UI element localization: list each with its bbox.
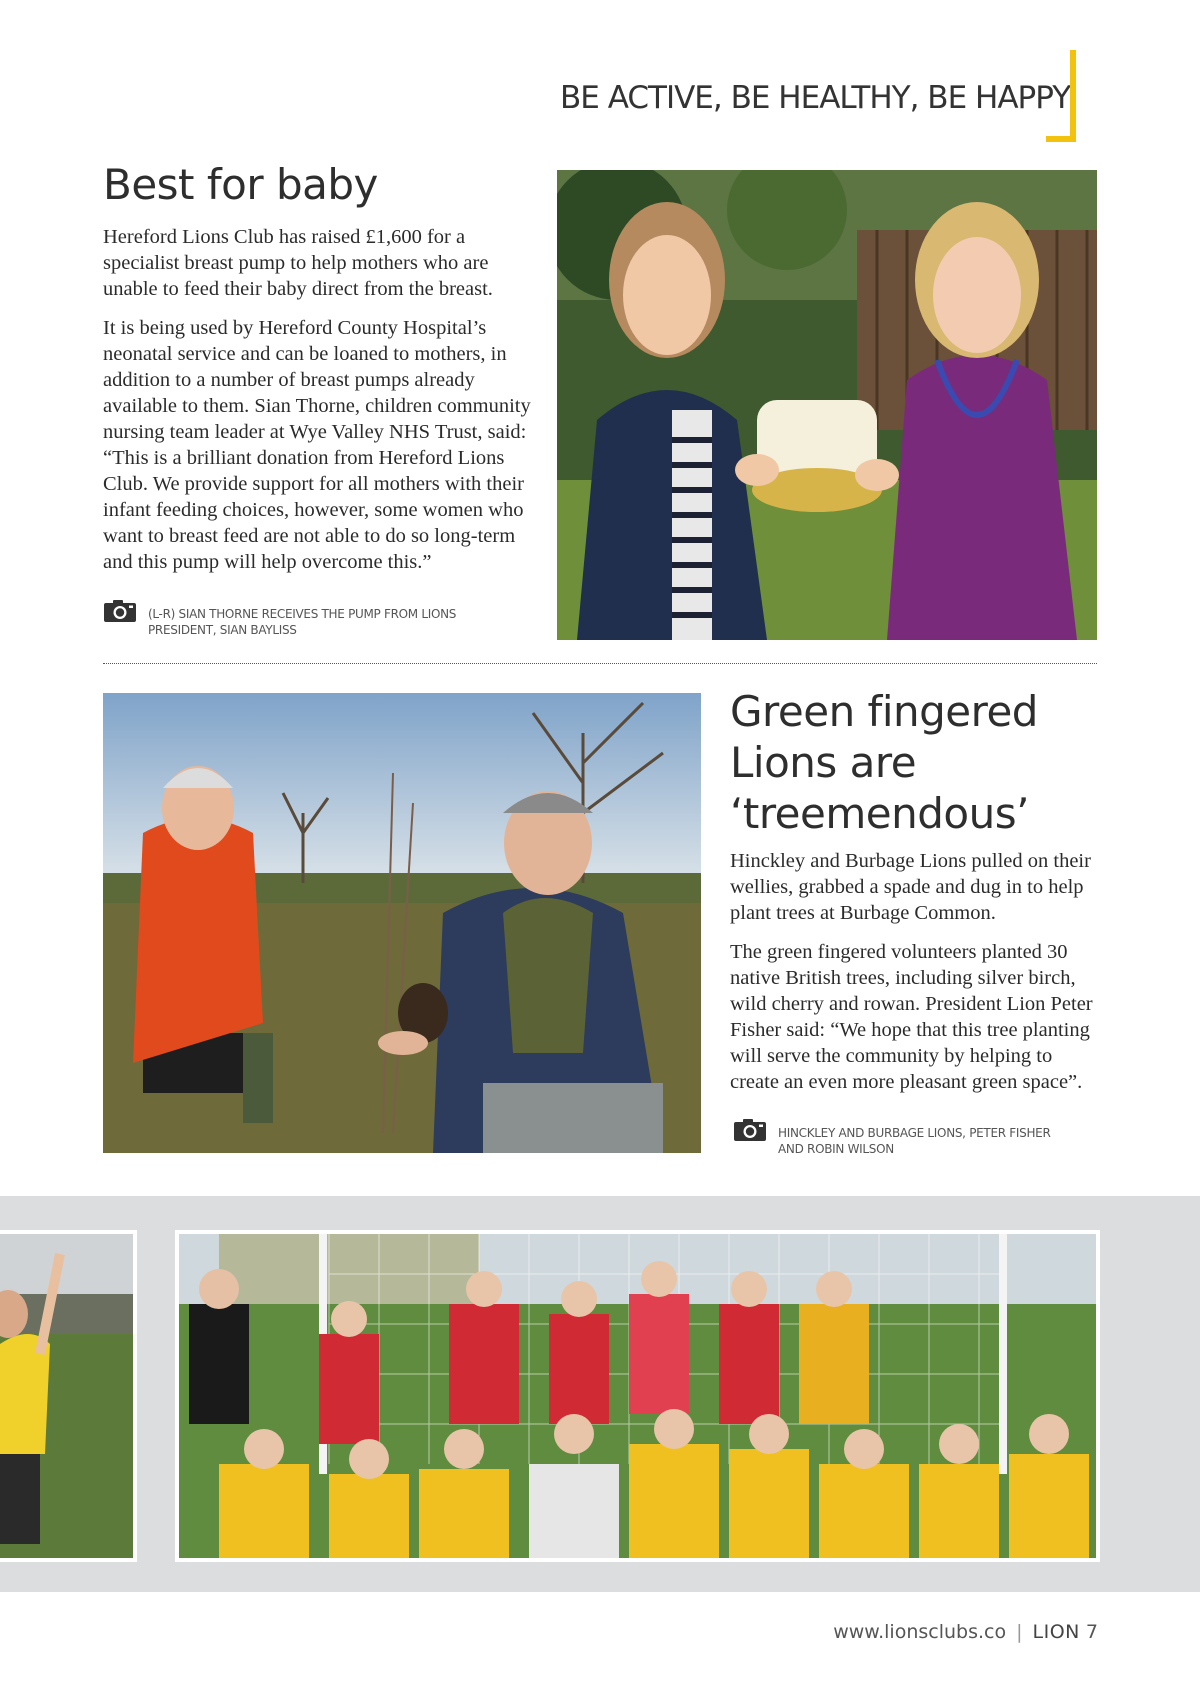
footer-publication: LION — [1032, 1621, 1080, 1643]
article-body-best-for-baby — [103, 224, 543, 575]
article-title-green-fingered — [730, 686, 1130, 839]
title-line: ‘treemendous’ — [730, 789, 1029, 838]
title-line: Green fingered — [730, 687, 1038, 736]
paragraph: The green fingered volunteers planted 30 native British trees, including silver birch, wild cherry and rowan. President Lion Peter Fisher said: “We hope that this tree planting will serve the community by helping to create an even more pleasant green space”. — [730, 941, 1093, 1093]
header-bracket-decoration — [1046, 50, 1076, 142]
paragraph: Hereford Lions Club has raised £1,600 for a specialist breast pump to help mothers who are unable to feed their baby direct from the breast. — [103, 226, 493, 300]
article-title-best-for-baby: Best for baby — [103, 160, 378, 209]
photo-tree-planting — [103, 693, 701, 1153]
paragraph: It is being used by Hereford County Hospital’s neonatal service and can be loaned to mothers, in addition to a number of breast pumps already available to them. Sian Thorne, children community nursing team leader at Wye Valley NHS Trust, said: “This is a brilliant donation from Hereford Lions Club. We provide support for all mothers with their infant feeding choices, however, some women who want to breast feed are not able to do so long-term and this pump will help overcome this.” — [103, 317, 531, 573]
camera-icon — [733, 1118, 767, 1142]
photo-caption: HINCKLEY AND BURBAGE LIONS, PETER FISHER AND ROBIN WILSON — [778, 1126, 1051, 1156]
section-title: BE ACTIVE, BE HEALTHY, BE HAPPY — [560, 80, 1071, 116]
photo-caption: (L-R) SIAN THORNE RECEIVES THE PUMP FROM LIONS PRESIDENT, SIAN BAYLISS — [148, 607, 457, 637]
footer-url: www.lionsclubs.co — [833, 1621, 1007, 1643]
photo-breast-pump-handover — [557, 170, 1097, 640]
section-divider — [103, 663, 1097, 664]
article-body-green-fingered — [730, 848, 1100, 1095]
photo-football-team — [175, 1230, 1100, 1562]
page-footer — [833, 1621, 1098, 1643]
paragraph: Hinckley and Burbage Lions pulled on their wellies, grabbed a spade and dug in to help plant trees at Burbage Common. — [730, 850, 1091, 924]
page-number: 7 — [1085, 1621, 1098, 1643]
photo-man-waving — [0, 1230, 137, 1562]
camera-icon — [103, 599, 137, 623]
title-line: Lions are — [730, 738, 917, 787]
footer-separator: | — [1016, 1621, 1023, 1643]
